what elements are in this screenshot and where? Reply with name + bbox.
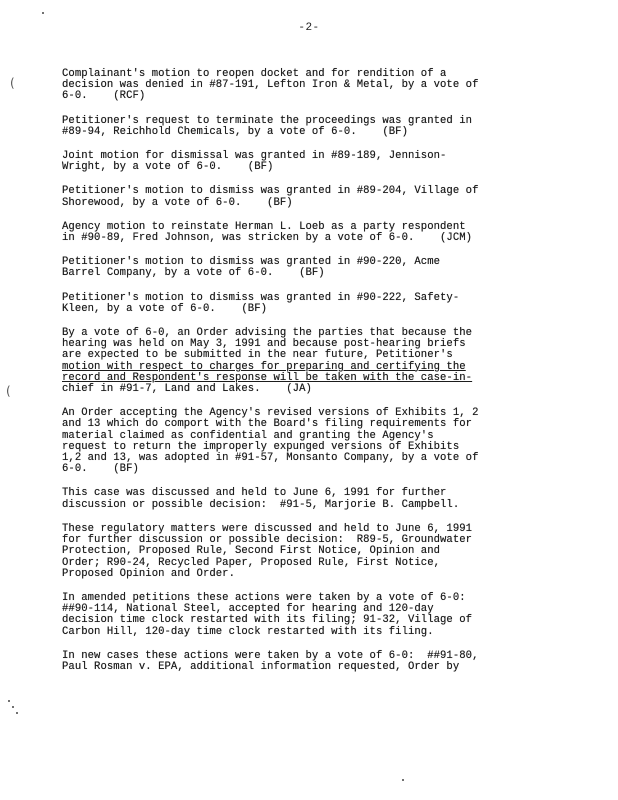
margin-bracket-mark: ( [10, 76, 15, 90]
paragraph: Petitioner's motion to dismiss was granted in #89-204, Village of Shorewood, by a vote of 6-0. (BF) [62, 185, 479, 209]
scan-speck [8, 700, 10, 702]
paragraph: In new cases these actions were taken by a vote of 6-0: ##91-80, Paul Rosman v. EPA, additional information requested, Order by [62, 649, 479, 673]
margin-bracket-mark: ( [6, 384, 11, 398]
paragraph: These regulatory matters were discussed and held to June 6, 1991 for further discussion or possible decision: R89-5, Groundwater Protection, Proposed Rule, Second First Notice, Opinion and Order; R90-24, Recycled Paper, Proposed Rule, First Notice, Proposed Opinion and Order. [62, 522, 473, 580]
underlined-text: record and Respondent's response will be taken with the case-in- [62, 371, 473, 384]
scan-speck [42, 12, 44, 14]
paragraph: This case was discussed and held to June 6, 1991 for further discussion or possible decision: #91-5, Marjorie B. Campbell. [62, 487, 460, 511]
paragraph: Joint motion for dismissal was granted in #89-189, Jennison- Wright, by a vote of 6-0. (BF) [62, 150, 447, 174]
paragraph: Agency motion to reinstate Herman L. Loeb as a party respondent in #90-89, Fred Johnson, was stricken by a vote of 6-0. (JCM) [62, 220, 473, 245]
scan-speck [12, 706, 14, 708]
paragraph: By a vote of 6-0, an Order advising the parties that because the hearing was held on May 3, 1991 and because post-hearing briefs are expected to be submitted in the near future, Petitioner's motion with respect to charges for preparing and certifying the record and Respondent's response will be taken with the case-in- chief in #91-7, Land and Lakes. (JA) [62, 327, 473, 396]
paragraph: Petitioner's request to terminate the proceedings was granted in #89-94, Reichhold Chemicals, by a vote of 6-0. (BF) [62, 114, 473, 138]
scan-speck [16, 712, 18, 714]
document-body [62, 69, 540, 686]
paragraph: Petitioner's motion to dismiss was granted in #90-222, Safety- Kleen, by a vote of 6-0. (BF) [62, 291, 460, 315]
paragraph: In amended petitions these actions were taken by a vote of 6-0: ##90-114, National Steel, accepted for hearing and 120-day decision time clock restarted with its filing; 91-32, Village of Carbon Hill, 120-day time clock restarted with its filing. [62, 591, 473, 638]
scan-speck [402, 779, 404, 781]
paragraph: An Order accepting the Agency's revised versions of Exhibits 1, 2 and 13 which do comport with the Board's filing requirements for material claimed as confidential and granting the Agency's request to return the improperly expunged versions of Exhibits 1,2 and 13, was adopted in #91-57, Monsanto Company, by a vote of 6-0. (BF) [62, 407, 479, 476]
paragraph: Petitioner's motion to dismiss was granted in #90-220, Acme Barrel Company, by a vote of 6-0. (BF) [62, 256, 441, 280]
underlined-text: motion with respect to charges for preparing and certifying the [62, 360, 466, 373]
page-number: -2- [298, 22, 320, 34]
paragraph: Complainant's motion to reopen docket and for rendition of a decision was denied in #87-191, Lefton Iron & Metal, by a vote of 6-0. (RCF) [62, 68, 479, 103]
